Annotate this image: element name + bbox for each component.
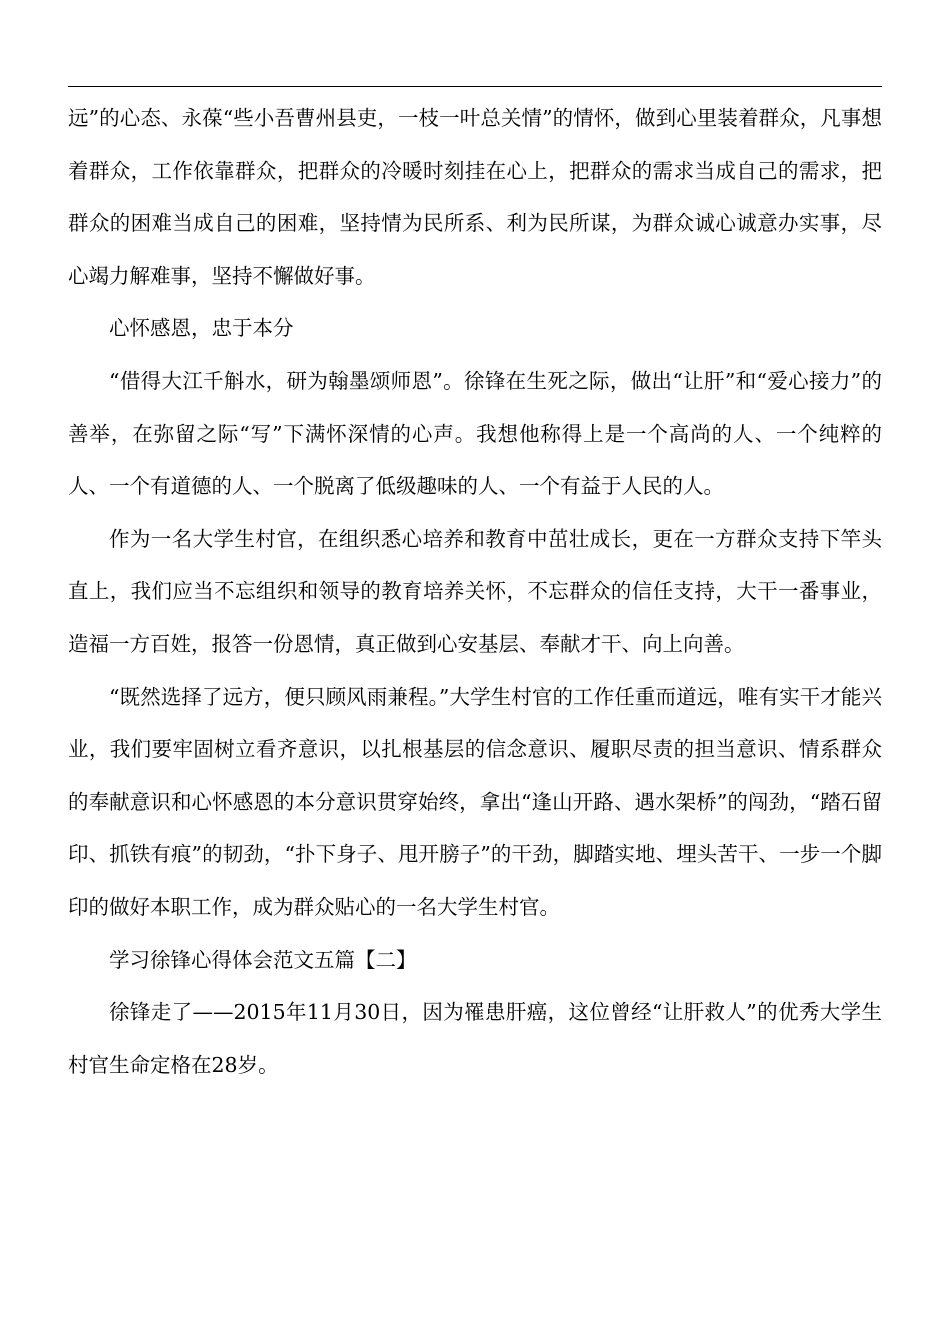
paragraph-xufeng-passed: 徐锋走了——2015年11月30日，因为罹患肝癌，这位曾经“让肝救人”的优秀大学生村官生命定格在28岁。 xyxy=(68,1000,882,1077)
paragraph-village-official: 作为一名大学生村官，在组织悉心培养和教育中茁壮成长，更在一方群众支持下竿头直上，我们应当不忘组织和领导的教育培养关怀，不忘群众的信任支持，大干一番事业，造福一方百姓，报答一份恩情，真正做到心安基层、奉献才干、向上向善。 xyxy=(68,526,882,656)
section-heading-gratitude: 心怀感恩，忠于本分 xyxy=(109,316,294,341)
paragraph-far-journey: “既然选择了远方，便只顾风雨兼程。”大学生村官的工作任重而道远，唯有实干才能兴业，我们要牢固树立看齐意识，以扎根基层的信念意识、履职尽责的担当意识、情系群众的奉献意识和心怀感恩的本分意识贯穿始终，拿出“逢山开路、遇水架桥”的闯劲，“踏石留印、抓铁有痕”的韧劲，“扑下身子、甩开膀子”的干劲，脚踏实地、埋头苦干、一步一个脚印的做好本职工作，成为群众贴心的一名大学生村官。 xyxy=(68,684,882,919)
document-body xyxy=(68,92,882,1091)
section-heading-essay-two: 学习徐锋心得体会范文五篇【二】 xyxy=(109,947,417,972)
paragraph-quote-xufeng: “借得大江千斛水，研为翰墨颂师恩”。徐锋在生死之际，做出“让肝”和“爱心接力”的善举，在弥留之际“写”下满怀深情的心声。我想他称得上是一个高尚的人、一个纯粹的人、一个有道德的人、一个脱离了低级趣味的人、一个有益于人民的人。 xyxy=(68,368,882,499)
paragraph-continued: 远”的心态、永葆“些小吾曹州县吏，一枝一叶总关情”的情怀，做到心里装着群众，凡事想着群众，工作依靠群众，把群众的冷暖时刻挂在心上，把群众的需求当成自己的需求，把群众的困难当成自己的困难，坚持情为民所系、利为民所谋，为群众诚心诚意办实事，尽心竭力解难事，坚持不懈做好事。 xyxy=(68,106,882,288)
header-rule xyxy=(68,86,882,87)
